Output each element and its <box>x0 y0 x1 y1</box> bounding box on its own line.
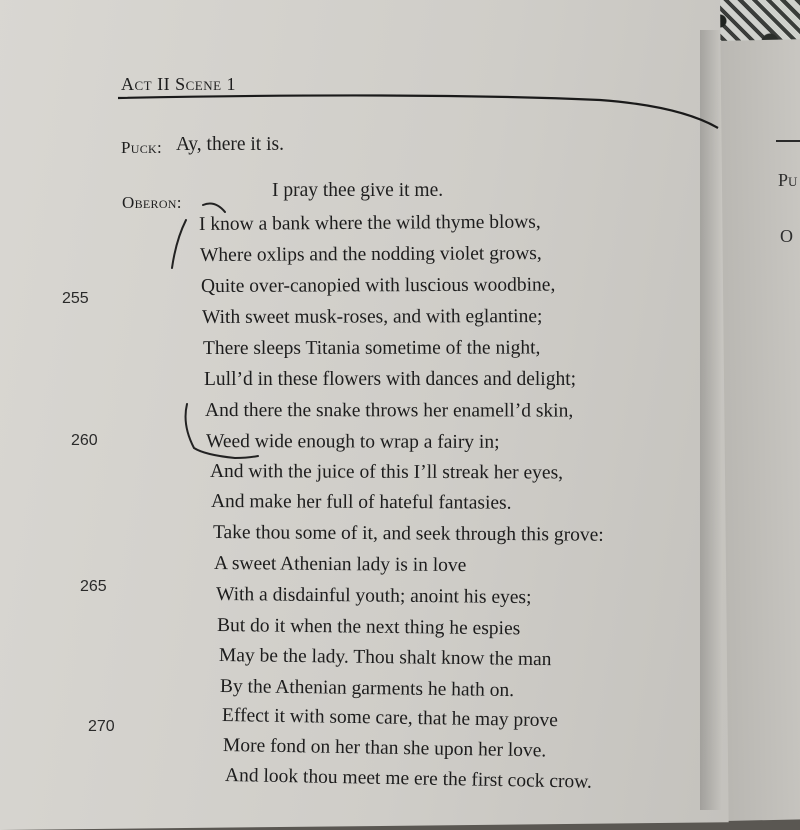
verse-line: Quite over-canopied with luscious woodbine, <box>200 274 556 297</box>
verse-line: I know a bank where the wild thyme blows, <box>198 211 541 235</box>
verse-line: And with the juice of this I’ll streak her eyes, <box>209 461 564 484</box>
line-number-265: 265 <box>80 578 107 595</box>
puck-line: Ay, there it is. <box>176 134 284 155</box>
verse-line: There sleeps Titania sometime of the night, <box>202 337 541 359</box>
facing-page-rule <box>776 140 800 142</box>
verse-line: With sweet musk-roses, and with eglantine; <box>201 306 543 328</box>
verse-line: More fond on her than she upon her love. <box>222 735 547 762</box>
verse-line: Where oxlips and the nodding violet grows, <box>199 243 542 266</box>
facing-page-speaker: Pu <box>778 170 798 190</box>
verse-line: And make her full of hateful fantasies. <box>210 491 512 514</box>
gutter-shadow <box>700 30 722 810</box>
verse-line: A sweet Athenian lady is in love <box>213 553 467 577</box>
verse-line: And there the snake throws her enamell’d skin, <box>204 400 574 422</box>
verse-line: Take thou some of it, and seek through this grove: <box>212 522 604 546</box>
verse-line: Lull’d in these flowers with dances and delight; <box>204 369 577 390</box>
verse-line: By the Athenian garments he hath on. <box>219 676 515 702</box>
line-number-260: 260 <box>71 432 98 449</box>
oberon-first-line: I pray thee give it me. <box>272 180 444 201</box>
verse-line: Effect it with some care, that he may prove <box>221 705 559 732</box>
verse-line: And look thou meet me ere the first cock crow. <box>224 765 593 793</box>
line-number-255: 255 <box>62 290 89 307</box>
running-header: Act II Scene 1 <box>121 74 237 94</box>
speaker-puck: Puck: <box>121 138 163 157</box>
verse-line: May be the lady. Thou shalt know the man <box>218 645 552 671</box>
line-number-270: 270 <box>88 718 115 735</box>
verse-line: With a disdainful youth; anoint his eyes; <box>215 584 532 609</box>
verse-line: Weed wide enough to wrap a fairy in; <box>205 431 500 453</box>
verse-line: But do it when the next thing he espies <box>216 615 521 640</box>
facing-page-line: O <box>780 226 793 246</box>
speaker-oberon: Oberon: <box>122 193 182 212</box>
